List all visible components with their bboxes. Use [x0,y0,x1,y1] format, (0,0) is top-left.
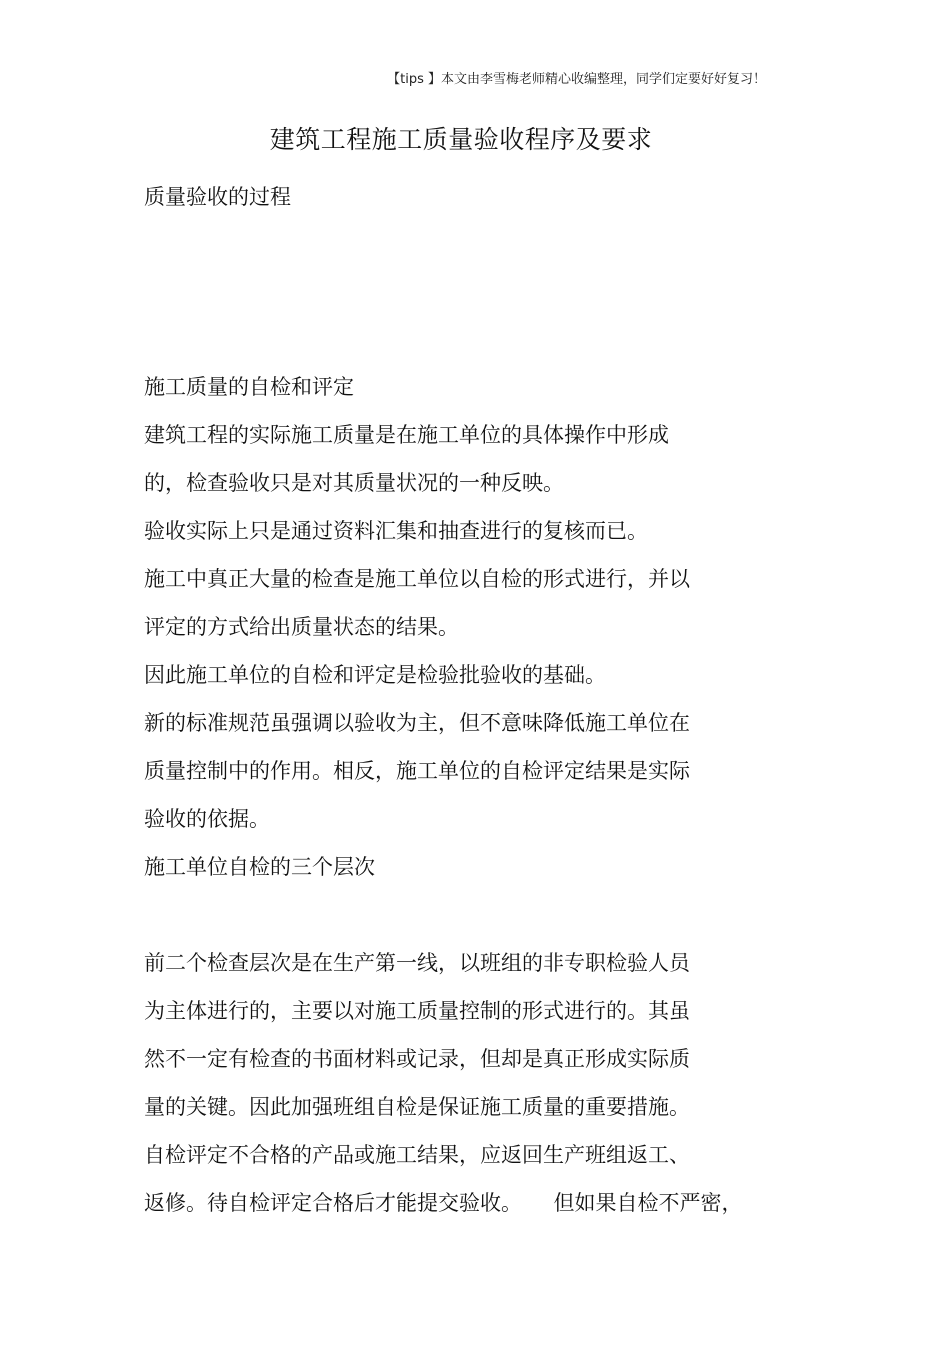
paragraph-line: 质量控制中的作用。相反，施工单位的自检评定结果是实际 [144,759,690,783]
paragraph-line: 新的标准规范虽强调以验收为主，但不意味降低施工单位在 [144,711,690,735]
paragraph-line: 验收的依据。 [144,807,270,831]
paragraph-line: 的，检查验收只是对其质量状况的一种反映。 [144,471,564,495]
paragraph-line: 建筑工程的实际施工质量是在施工单位的具体操作中形成 [144,423,669,447]
paragraph-line: 验收实际上只是通过资料汇集和抽查进行的复核而已。 [144,519,648,543]
paragraph-line: 施工中真正大量的检查是施工单位以自检的形式进行，并以 [144,567,690,591]
document-title: 建筑工程施工质量验收程序及要求 [269,125,653,154]
section-heading-acceptance-process: 质量验收的过程 [144,185,291,209]
section-heading-self-inspection: 施工质量的自检和评定 [144,375,354,399]
paragraph-line: 评定的方式给出质量状态的结果。 [144,615,459,639]
paragraph-line: 量的关键。因此加强班组自检是保证施工质量的重要措施。 [144,1095,690,1119]
paragraph-line: 前二个检查层次是在生产第一线，以班组的非专职检验人员 [144,951,690,975]
section-heading-three-levels: 施工单位自检的三个层次 [144,855,375,879]
paragraph-line: 因此施工单位的自检和评定是检验批验收的基础。 [144,663,606,687]
paragraph-line: 为主体进行的，主要以对施工质量控制的形式进行的。其虽 [144,999,690,1023]
paragraph-line: 然不一定有检查的书面材料或记录，但却是真正形成实际质 [144,1047,690,1071]
paragraph-line: 自检评定不合格的产品或施工结果，应返回生产班组返工、 [144,1143,690,1167]
header-tips-note: 【tips 】本文由李雪梅老师精心收编整理，同学们定要好好复习！ [387,72,766,87]
paragraph-line: 返修。待自检评定合格后才能提交验收。 但如果自检不严密， [144,1191,743,1215]
